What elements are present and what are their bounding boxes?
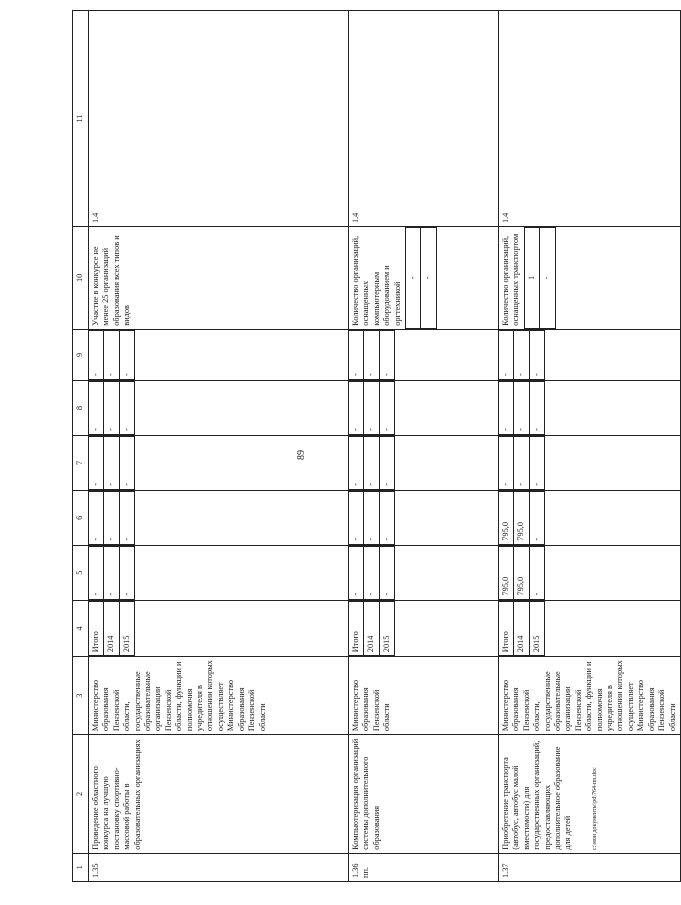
period-value: -: [364, 330, 379, 379]
period-value: Итого: [349, 601, 364, 656]
period-value: -: [119, 330, 134, 379]
period-value: -: [514, 330, 529, 379]
indicator-values: [405, 227, 437, 329]
period-value: -: [104, 382, 119, 435]
period-value: 795,0: [514, 491, 529, 544]
period-values: [89, 436, 135, 490]
period-value: -: [529, 546, 544, 599]
page-number: 89: [296, 450, 307, 460]
period-value: -: [104, 330, 119, 379]
period-value: -: [119, 382, 134, 435]
executor: Министерство образования Пензенской области: [349, 657, 499, 735]
table-row: [89, 11, 349, 882]
period-value: -: [379, 491, 394, 544]
period-value: 2015: [119, 601, 134, 656]
indicator-value: -: [406, 228, 421, 329]
period-value: -: [119, 491, 134, 544]
period-value: -: [529, 491, 544, 544]
executor: Министерство образования Пензенской области, государственные образовательные организации Пензенской области, функции и полномочия учредителя в отношении которых осуществляет Министерство образования Пензенской области: [499, 657, 681, 735]
period-value: Итого: [499, 601, 514, 656]
value-cell: [349, 435, 499, 490]
period-values: [499, 436, 545, 490]
header-cell: 11: [73, 11, 89, 227]
period-value: -: [364, 436, 379, 489]
header-cell: 1: [73, 853, 89, 881]
period-value: 795,0: [514, 546, 529, 599]
header-cell: 6: [73, 490, 89, 545]
period-value: -: [89, 436, 104, 489]
period-values: [349, 381, 395, 435]
header-cell: 8: [73, 381, 89, 436]
indicator-text: Участие в конкурсе не менее 25 организаций образования всех типов и видов: [91, 235, 132, 326]
period-value: -: [349, 546, 364, 599]
value-cell: [499, 545, 681, 600]
header-cell: 10: [73, 227, 89, 330]
period-values: [89, 601, 135, 657]
period-values: [349, 546, 395, 600]
period-value: -: [379, 330, 394, 379]
measure-name: Приобретение транспорта (автобус, автобус малой вместимости) для государственных организаций, предоставляющих дополнительное образование для детей: [499, 735, 681, 854]
indicator-cell: [89, 227, 349, 330]
table-row: [349, 11, 499, 882]
period-values: [89, 330, 135, 380]
header-cell: 4: [73, 600, 89, 657]
value-cell: [89, 490, 349, 545]
value-cell: [349, 490, 499, 545]
period-value: -: [89, 546, 104, 599]
program-table: [72, 10, 681, 882]
period-value: -: [119, 546, 134, 599]
period-value: -: [499, 330, 514, 379]
section-ref: 1.4: [349, 11, 499, 227]
period-values: [349, 436, 395, 490]
indicator-value: -: [540, 228, 555, 329]
period-values: [499, 546, 545, 600]
value-cell: [499, 435, 681, 490]
period-value: -: [514, 382, 529, 435]
footer-file-path: c:\мои документы\pd\764-пп.doc: [592, 767, 598, 850]
period-value: -: [364, 382, 379, 435]
header-row: [73, 11, 89, 882]
period-value: -: [119, 436, 134, 489]
measure-name: Компьютеризация организаций системы дополнительного образования: [349, 735, 499, 854]
value-cell: [89, 435, 349, 490]
value-cell: [499, 490, 681, 545]
header-cell: 5: [73, 545, 89, 600]
period-values: [89, 491, 135, 545]
value-cell: [89, 329, 349, 380]
section-ref: 1.4: [89, 11, 349, 227]
period-value: -: [379, 382, 394, 435]
header-cell: 3: [73, 657, 89, 735]
indicator-value: -: [421, 228, 436, 329]
period-value: 2014: [104, 601, 119, 656]
period-value: -: [499, 382, 514, 435]
row-number: 1.36 пп.: [349, 853, 499, 881]
value-cell: [89, 381, 349, 436]
period-value: 795,0: [499, 546, 514, 599]
period-value: -: [104, 436, 119, 489]
indicator-values: [524, 227, 556, 329]
period-values: [349, 330, 395, 380]
table-row: [499, 11, 681, 882]
header-cell: 7: [73, 435, 89, 490]
period-value: -: [349, 436, 364, 489]
period-value: -: [104, 546, 119, 599]
period-value: 795,0: [499, 491, 514, 544]
period-value: -: [499, 436, 514, 489]
period-values: [499, 491, 545, 545]
period-value: -: [349, 330, 364, 379]
period-values: [499, 601, 545, 657]
period-values: [349, 491, 395, 545]
indicator-text: Количество организаций, оснащенных компьютерным оборудованием и оргтехникой: [351, 235, 402, 326]
period-value: -: [349, 382, 364, 435]
period-value: -: [529, 382, 544, 435]
period-value: -: [379, 546, 394, 599]
period-value: 2014: [514, 601, 529, 656]
section-ref: 1.4: [499, 11, 681, 227]
value-cell: [499, 381, 681, 436]
period-value: -: [379, 436, 394, 489]
period-values: [89, 546, 135, 600]
header-cell: 9: [73, 329, 89, 380]
period-value: -: [89, 491, 104, 544]
period-values: [89, 381, 135, 435]
value-cell: [349, 329, 499, 380]
period-value: -: [89, 382, 104, 435]
row-number: 1.35: [89, 853, 349, 881]
executor: Министерство образования Пензенской области, государственные образовательные организации Пензенской области, функции и полномочия учредителя в отношении которых осуществляет Министерство образования Пензенской области: [89, 657, 349, 735]
period-value: -: [349, 491, 364, 544]
period-value: -: [529, 330, 544, 379]
period-value: 2015: [529, 601, 544, 656]
value-cell: [349, 545, 499, 600]
period-value: -: [89, 330, 104, 379]
period-cell: [349, 600, 499, 657]
indicator-cell: [499, 227, 681, 330]
period-value: 2014: [364, 601, 379, 656]
measure-name: Проведение областного конкурса на лучшую постановку спортивно-массовой работы в образовательных организациях: [89, 735, 349, 854]
period-value: -: [529, 436, 544, 489]
indicator-cell: [349, 227, 499, 330]
period-value: Итого: [89, 601, 104, 656]
period-cell: [89, 600, 349, 657]
row-number: 1.37: [499, 853, 681, 881]
period-value: -: [364, 546, 379, 599]
period-values: [499, 330, 545, 380]
value-cell: [89, 545, 349, 600]
period-value: -: [104, 491, 119, 544]
header-cell: 2: [73, 735, 89, 854]
period-value: -: [364, 491, 379, 544]
indicator-text: Количество организаций, оснащенных транспортом: [501, 233, 521, 326]
period-value: 2015: [379, 601, 394, 656]
period-values: [499, 381, 545, 435]
period-values: [349, 601, 395, 657]
value-cell: [349, 381, 499, 436]
period-cell: [499, 600, 681, 657]
value-cell: [499, 329, 681, 380]
indicator-value: 1: [524, 228, 539, 329]
period-value: -: [514, 436, 529, 489]
